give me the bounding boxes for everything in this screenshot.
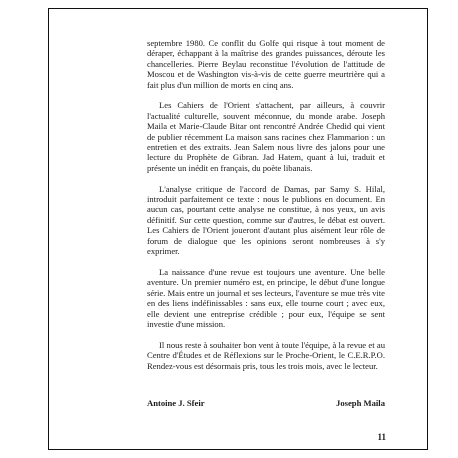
signature-right: Joseph Maila: [336, 398, 385, 408]
paragraph-1: septembre 1980. Ce conflit du Golfe qui risque à tout moment de déraper, échappant à la maîtrise des grandes puissances, déroute les chancelleries. Pierre Beylau reconstitue l'évolution de l'attitude de Moscou et de Washington vis-à-vis de cette guerre meurtrière qui a fait plus d'un million de morts en cinq ans.: [147, 38, 385, 90]
paragraph-5: Il nous reste à souhaiter bon vent à toute l'équipe, à la revue et au Centre d'Études et de Réflexions sur le Proche-Orient, le C.E.R.P.O. Rendez-vous est désormais pris, tous les trois mois, avec le lecteur.: [147, 339, 385, 371]
page-number: 11: [377, 432, 386, 442]
paragraph-2: Les Cahiers de l'Orient s'attachent, par ailleurs, à couvrir l'actualité culturelle, souvent méconnue, du monde arabe. Joseph Maila et Marie-Claude Bitar ont rencontré Andrée Chedid qui vient de publier récemment La maison sans racines chez Flammarion : un entretien et des extraits. Jean Salem nous livre des jalons pour une lecture du Prophète de Gibran. Jad Hatem, quant à lui, traduit et présente un inédit en français, du poète libanais.: [147, 100, 385, 173]
paragraph-4: La naissance d'une revue est toujours une aventure. Une belle aventure. Un premier numéro est, en principe, le début d'une longue série. Mais entre un journal et ses lecteurs, l'aventure se mue très vite en des liens indéfinissables : sans eux, elle tourne court ; avec eux, elle devient une entreprise crédible ; pour eux, l'équipe se sent investie d'une mission.: [147, 266, 385, 329]
signature-left: Antoine J. Sfeir: [147, 398, 205, 408]
paragraph-3: L'analyse critique de l'accord de Damas, par Samy S. Hilal, introduit parfaitement ce texte : nous le publions en document. En aucun cas, pourtant cette analyse ne constitue, à nos yeux, un avis définitif. Sur cette question, comme sur d'autres, le débat est ouvert. Les Cahiers de l'Orient joueront d'autant plus aisément leur rôle de forum de dialogue que les opinions seront nombreuses à s'y exprimer.: [147, 183, 385, 257]
body-text: [147, 38, 385, 381]
signatures: [147, 398, 385, 408]
frame-bottom-border: [48, 449, 428, 450]
frame-top-border: [48, 8, 428, 9]
